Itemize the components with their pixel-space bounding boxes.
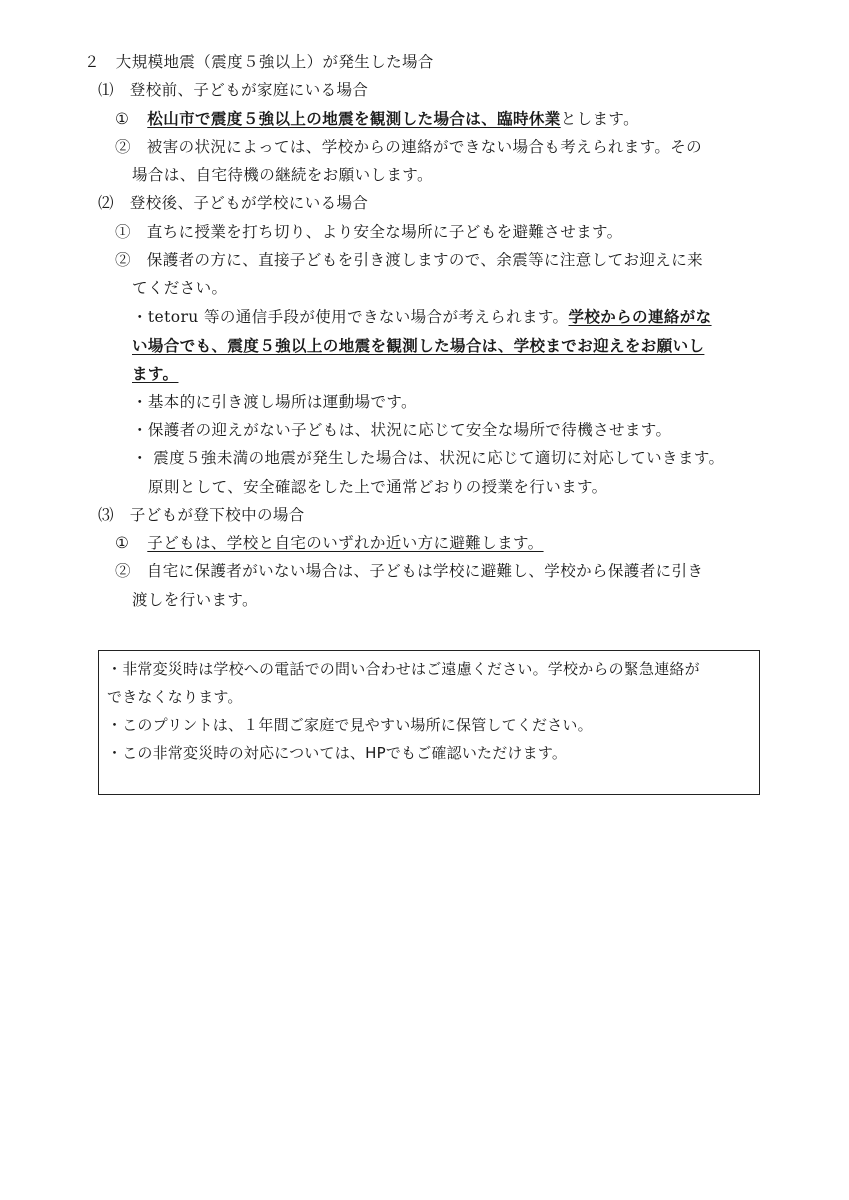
subsection-2-item-2-line-1: ② 保護者の方に、直接子どもを引き渡しますので、余震等に注意してお迎えに来 (115, 251, 703, 269)
notice-line-4: ・この非常変災時の対応については、HPでもご確認いただけます。 (107, 744, 568, 762)
subsection-2-note-line-2 (132, 336, 704, 356)
subsection-2-bullet-3-line-2: 原則として、安全確認をした上で通常どおりの授業を行います。 (148, 478, 608, 496)
subsection-2-item-2-line-2: てください。 (132, 279, 228, 297)
subsection-2-bullet-2: ・保護者の迎えがない子どもは、状況に応じて安全な場所で待機させます。 (132, 421, 672, 439)
subsection-1-heading: ⑴ 登校前、子どもが家庭にいる場合 (98, 81, 369, 99)
emphasis-text: ます。 (132, 364, 179, 383)
subsection-2-bullet-1: ・基本的に引き渡し場所は運動場です。 (132, 393, 417, 411)
subsection-1-item-2-line-2: 場合は、自宅待機の継続をお願いします。 (132, 166, 433, 184)
subsection-3-item-2-line-1: ② 自宅に保護者がいない場合は、子どもは学校に避難し、学校から保護者に引き (115, 562, 704, 580)
subsection-2-note-line-3 (132, 364, 178, 384)
subsection-2-note-line-1 (132, 307, 712, 327)
subsection-3-item-1 (115, 533, 544, 553)
item-tail-text: とします。 (560, 110, 639, 128)
emphasis-text: 松山市で震度５強以上の地震を観測した場合は、臨時休業 (147, 109, 561, 128)
emphasis-text: 学校からの連絡がな (568, 307, 712, 326)
emphasis-text: い場合でも、震度５強以上の地震を観測した場合は、学校までお迎えをお願いし (132, 336, 705, 355)
item-number: ① (115, 110, 130, 128)
underlined-text: 子どもは、学校と自宅のいずれか近い方に避難します。 (147, 534, 544, 552)
subsection-3-heading: ⑶ 子どもが登下校中の場合 (98, 506, 305, 524)
notice-line-1: ・非常変災時は学校への電話での問い合わせはご遠慮ください。学校からの緊急連絡が (107, 660, 700, 678)
subsection-1-item-2-line-1: ② 被害の状況によっては、学校からの連絡ができない場合も考えられます。その (115, 138, 703, 156)
notice-line-2: できなくなります。 (107, 688, 243, 706)
subsection-2-bullet-3-line-1: ・ 震度５強未満の地震が発生した場合は、状況に応じて適切に対応していきます。 (132, 449, 725, 467)
subsection-2-heading: ⑵ 登校後、子どもが学校にいる場合 (98, 194, 369, 212)
section-heading: ２ 大規模地震（震度５強以上）が発生した場合 (84, 53, 434, 71)
note-prefix: ・tetoru 等の通信手段が使用できない場合が考えられます。 (132, 308, 569, 326)
item-number: ① (115, 534, 130, 552)
subsection-2-item-1: ① 直ちに授業を打ち切り、より安全な場所に子どもを避難させます。 (115, 223, 623, 241)
subsection-1-item-1 (115, 109, 639, 129)
notice-box (98, 650, 760, 795)
subsection-3-item-2-line-2: 渡しを行います。 (132, 591, 258, 609)
notice-line-3: ・このプリントは、１年間ご家庭で見やすい場所に保管してください。 (107, 716, 593, 734)
